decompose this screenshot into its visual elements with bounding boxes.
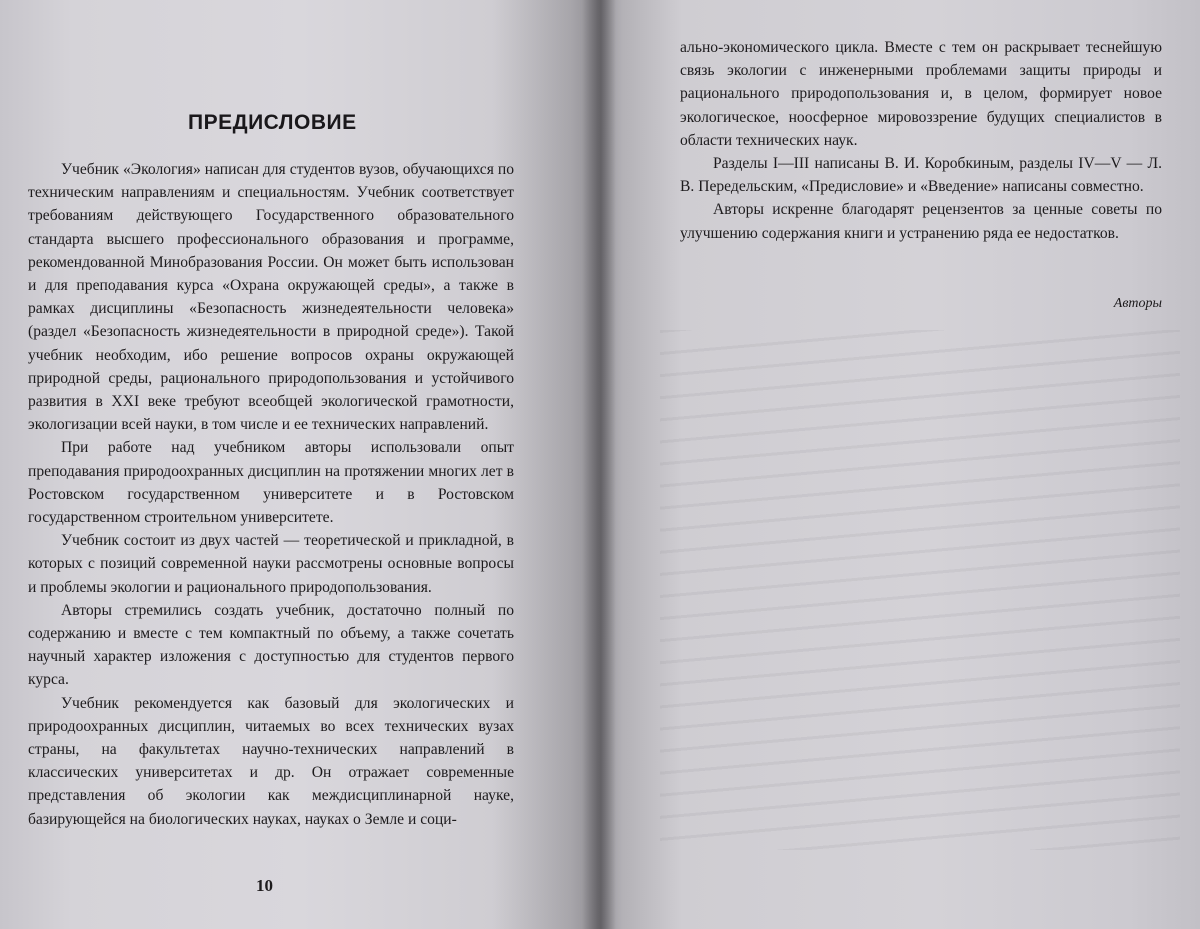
page-number: 10 <box>256 876 273 895</box>
book-gutter <box>582 0 616 929</box>
paragraph-continuation: ально-экономического цикла. Вместе с тем он раскрывает теснейшую связь экологии с инженерными проблемами защиты природы и рационального природопользования и, в целом, формирует новое экологическое, ноосферное мировоззрение будущих специалистов в области технических наук. <box>680 39 1162 149</box>
paragraph-acknowledgement: Авторы искренне благодарят рецензентов за ценные советы по улучшению содержания книги и устранению ряда ее недостатков. <box>680 201 1162 242</box>
page-title: ПРЕДИСЛОВИЕ <box>188 111 357 134</box>
paragraph-experience: При работе над учебником авторы использовали опыт преподавания природоохранных дисциплин на протяжении многих лет в Ростовском государственном университете и в Ростовском государственном строительном университете. <box>28 439 514 527</box>
paragraph-intro: Учебник «Экология» написан для студентов вузов, обучающихся по техническим направлениям и специальностям. Учебник соответствует требованиям действующего Государственного образовательного стандарта высшего профессионального образования и программе, рекомендованной Минобразования России. Он может быть использован и для преподавания курса «Охрана окружающей среды», а также в рамках дисциплины «Безопасность жизнедеятельности человека» (раздел «Безопасность жизнедеятельности в природной среде»). Такой учебник необходим, ибо решение вопросов охраны окружающей природной среды, рационального природопользования и устойчивого развития в XXI веке требуют всеобщей экологической грамотности, экологизации всей науки, в том числе и ее технических направлений. <box>28 161 514 434</box>
bleed-through-shadow <box>660 330 1180 850</box>
paragraph-goals: Авторы стремились создать учебник, достаточно полный по содержанию и вместе с тем компактный по объему, а также сочетать научный характер изложения с доступностью для студентов первого курса. <box>28 601 514 689</box>
authors-signature: Авторы <box>1113 296 1162 311</box>
paragraph-recommendation: Учебник рекомендуется как базовый для экологических и природоохранных дисциплин, читаемых во всех технических вузах страны, на факультетах научно-технических направлений в классических университетах и др. Он отражает современные представления об экологии как междисциплинарной науке, базирующейся на биологических науках, науках о Земле и соци- <box>28 694 514 828</box>
paragraph-authorship: Разделы I—III написаны В. И. Коробкиным, разделы IV—V — Л. В. Передельским, «Предисловие» и «Введение» написаны совместно. <box>680 155 1162 196</box>
left-page-body <box>28 158 514 831</box>
paragraph-structure: Учебник состоит из двух частей — теоретической и прикладной, в которых с позиций современной науки рассмотрены основные вопросы и проблемы экологии и рационального природопользования. <box>28 532 514 596</box>
right-page-body <box>680 36 1162 245</box>
